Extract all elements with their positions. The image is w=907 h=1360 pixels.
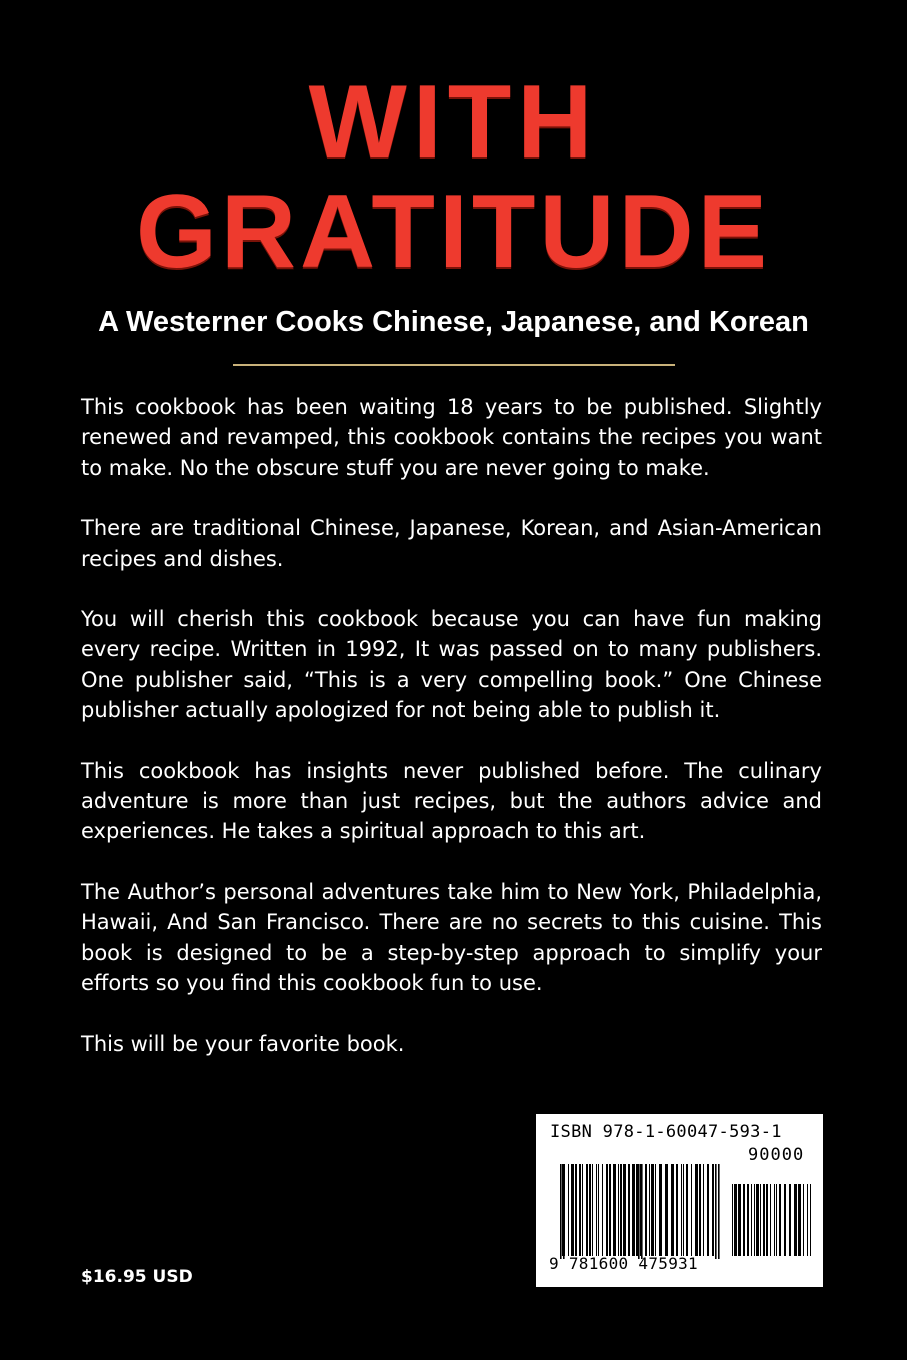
paragraph-3: You will cherish this cookbook because you can have fun making every recipe. Written in 1992, It was passed on to many publishers. One publisher said, “This is a very compelling book.” One Chinese publisher actually apologized for not being able to publish it. [81,607,822,723]
isbn-label: ISBN 978-1-60047-593-1 [550,1122,782,1142]
paragraph-1: This cookbook has been waiting 18 years to be published. Slightly renewed and revamped, this cookbook contains the recipes you want to make. No the obscure stuff you are never going to make. [81,395,822,480]
subtitle: A Westerner Cooks Chinese, Japanese, and Korean [98,306,809,338]
paragraph-6: This will be your favorite book. [81,1031,405,1056]
barcode-box [536,1114,823,1287]
barcode-bars [536,1164,823,1259]
paragraph-4: This cookbook has insights never published before. The culinary adventure is more than just recipes, but the authors advice and experiences. He takes a spiritual approach to this art. [81,758,822,844]
title-line-2: GRATITUDE [136,174,771,290]
barcode-addon-code: 90000 [748,1145,805,1165]
price-label: $16.95 USD [81,1267,193,1287]
paragraph-5: The Author’s personal adventures take him to New York, Philadelphia, Hawaii, And San Francisco. There are no secrets to this cuisine. This book is designed to be a step-by-step approach to simplify your efforts so you find this cookbook fun to use. [81,879,822,996]
paragraph-2: There are traditional Chinese, Japanese, Korean, and Asian-American recipes and dishes. [81,516,822,571]
barcode-digits: 9 781600 475931 [549,1254,698,1273]
description-block [81,392,822,1089]
title-line-1: WITH [308,64,599,180]
divider-rule [233,364,675,366]
